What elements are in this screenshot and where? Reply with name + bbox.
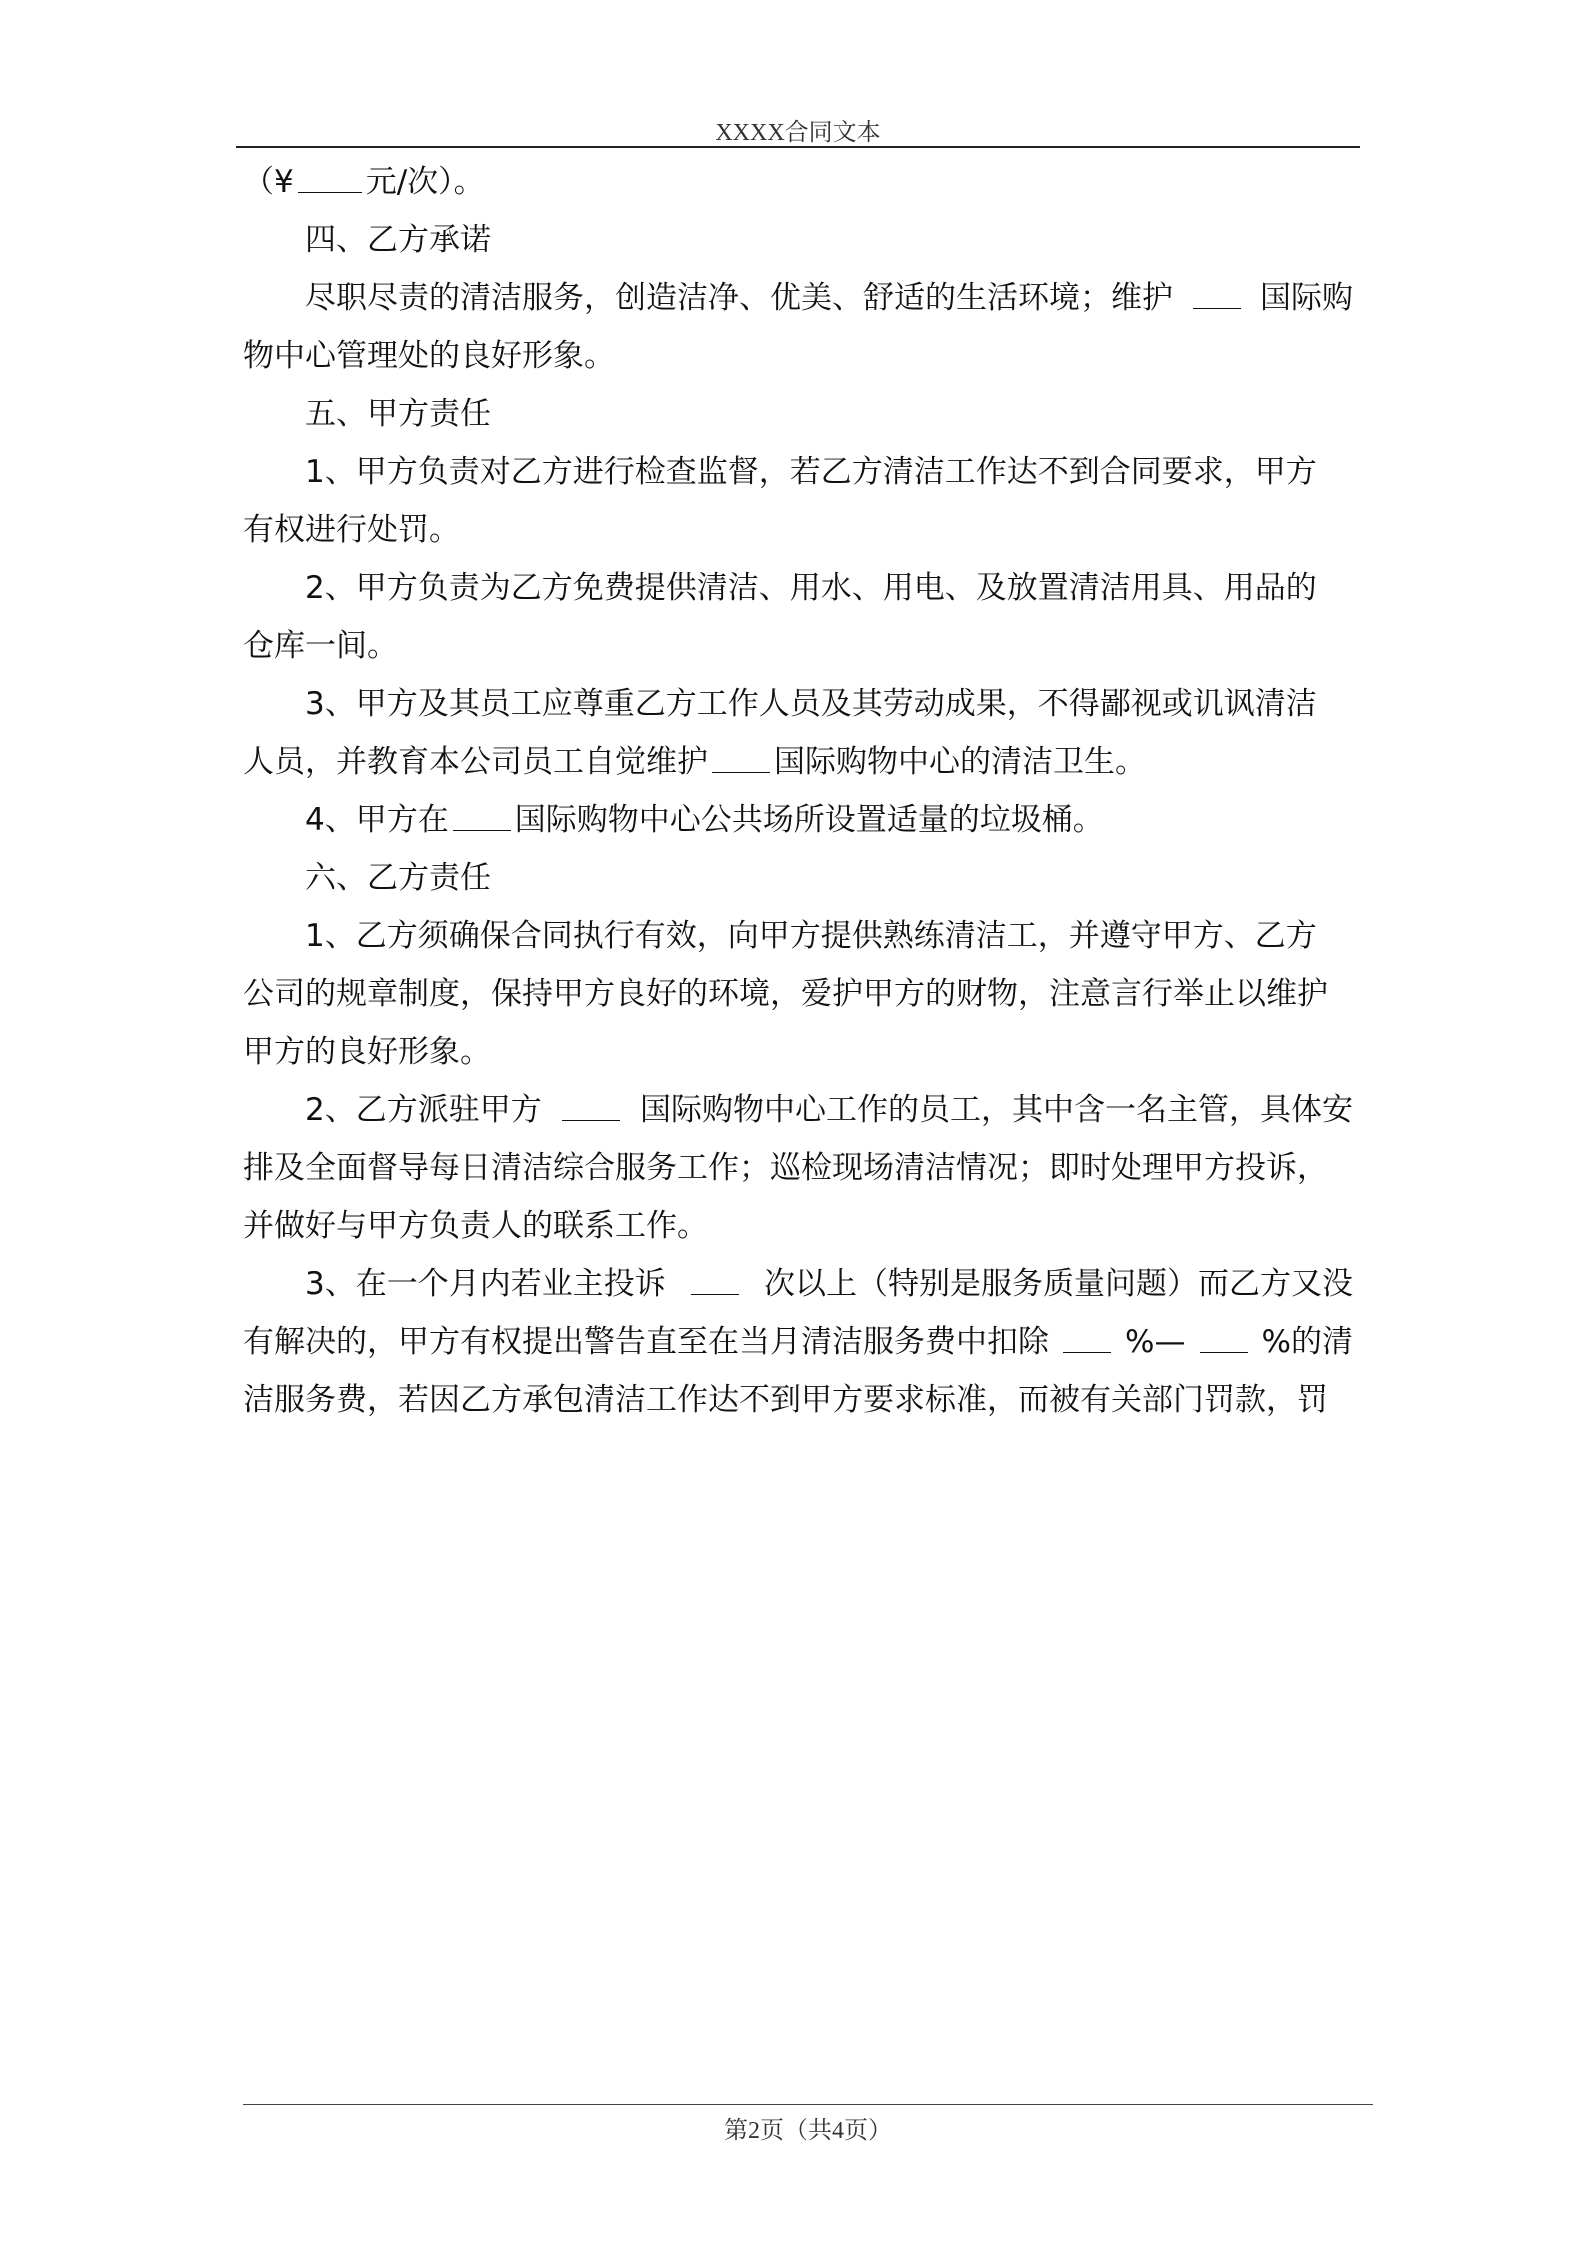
text-segment: 人员，并教育本公司员工自觉维护 [243,744,708,780]
text-segment: 1、乙方须确保合同执行有效，向甲方提供熟练清洁工，并遵守甲方、乙方 [305,918,1317,954]
text-segment: 洁服务费，若因乙方承包清洁工作达不到甲方要求标准，而被有关部门罚款，罚 [243,1382,1328,1418]
text-segment: 3、在一个月内若业主投诉 [305,1266,666,1302]
text-segment: 国际购物中心的清洁卫生。 [774,744,1146,780]
text-line [305,914,1353,958]
text-line: 物中心管理处的良好形象。 [243,338,615,374]
fill-blank [691,1262,739,1295]
fill-blank [712,740,770,773]
text-line [243,740,1353,784]
section-heading: 六、乙方责任 [305,860,491,896]
text-line [305,1262,1353,1306]
text-line: 并做好与甲方负责人的联系工作。 [243,1208,708,1244]
text-line [305,566,1353,610]
text-line [243,1146,1353,1190]
text-segment: 4、甲方在 [305,802,449,838]
text-segment: 3、甲方及其员工应尊重乙方工作人员及其劳动成果，不得鄙视或讥讽清洁 [305,686,1317,722]
text-segment: 1、甲方负责对乙方进行检查监督，若乙方清洁工作达不到合同要求，甲方 [305,454,1317,490]
fill-blank [562,1088,620,1121]
text-line [243,1320,1353,1364]
text-segment: %— [1125,1324,1186,1360]
text-line [305,798,1353,842]
section-heading: 四、乙方承诺 [305,222,491,258]
text-line [243,160,1353,204]
fill-blank [1063,1320,1111,1353]
fill-blank [453,798,511,831]
text-segment: 国际购 [1260,280,1353,316]
text-segment: （¥ [243,164,294,200]
text-segment: 国际购物中心公共场所设置适量的垃圾桶。 [514,802,1104,838]
text-line [305,276,1353,320]
text-segment: 2、甲方负责为乙方免费提供清洁、用水、用电、及放置清洁用具、用品的 [305,570,1317,606]
section-heading: 五、甲方责任 [305,396,491,432]
text-line: 仓库一间。 [243,628,398,664]
page-number: 第2页（共4页） [724,2118,892,2144]
text-line [305,682,1353,726]
text-line [243,1378,1353,1422]
header-rule [236,146,1360,148]
text-segment: 国际购物中心工作的员工，其中含一名主管，具体安 [639,1092,1353,1128]
text-line: 甲方的良好形象。 [243,1034,491,1070]
text-segment: 公司的规章制度，保持甲方良好的环境，爱护甲方的财物，注意言行举止以维护 [243,976,1328,1012]
fill-blank [1193,276,1241,309]
text-line [305,1088,1353,1132]
text-segment: 尽职尽责的清洁服务，创造洁净、优美、舒适的生活环境；维护 [305,280,1173,316]
fill-blank [1200,1320,1248,1353]
text-segment: 次以上（特别是服务质量问题）而乙方又没 [763,1266,1353,1302]
text-segment: %的清 [1261,1324,1353,1360]
text-line [243,972,1353,1016]
text-line: 有权进行处罚。 [243,512,460,548]
text-segment: 2、乙方派驻甲方 [305,1092,542,1128]
text-segment: 元/次）。 [365,164,485,200]
header-title: XXXX合同文本 [715,120,881,146]
text-segment: 有解决的，甲方有权提出警告直至在当月清洁服务费中扣除 [243,1324,1049,1360]
fill-blank [298,160,362,193]
text-segment: 排及全面督导每日清洁综合服务工作；巡检现场清洁情况；即时处理甲方投诉， [243,1150,1328,1186]
text-line [305,450,1353,494]
footer-rule [243,2104,1373,2105]
